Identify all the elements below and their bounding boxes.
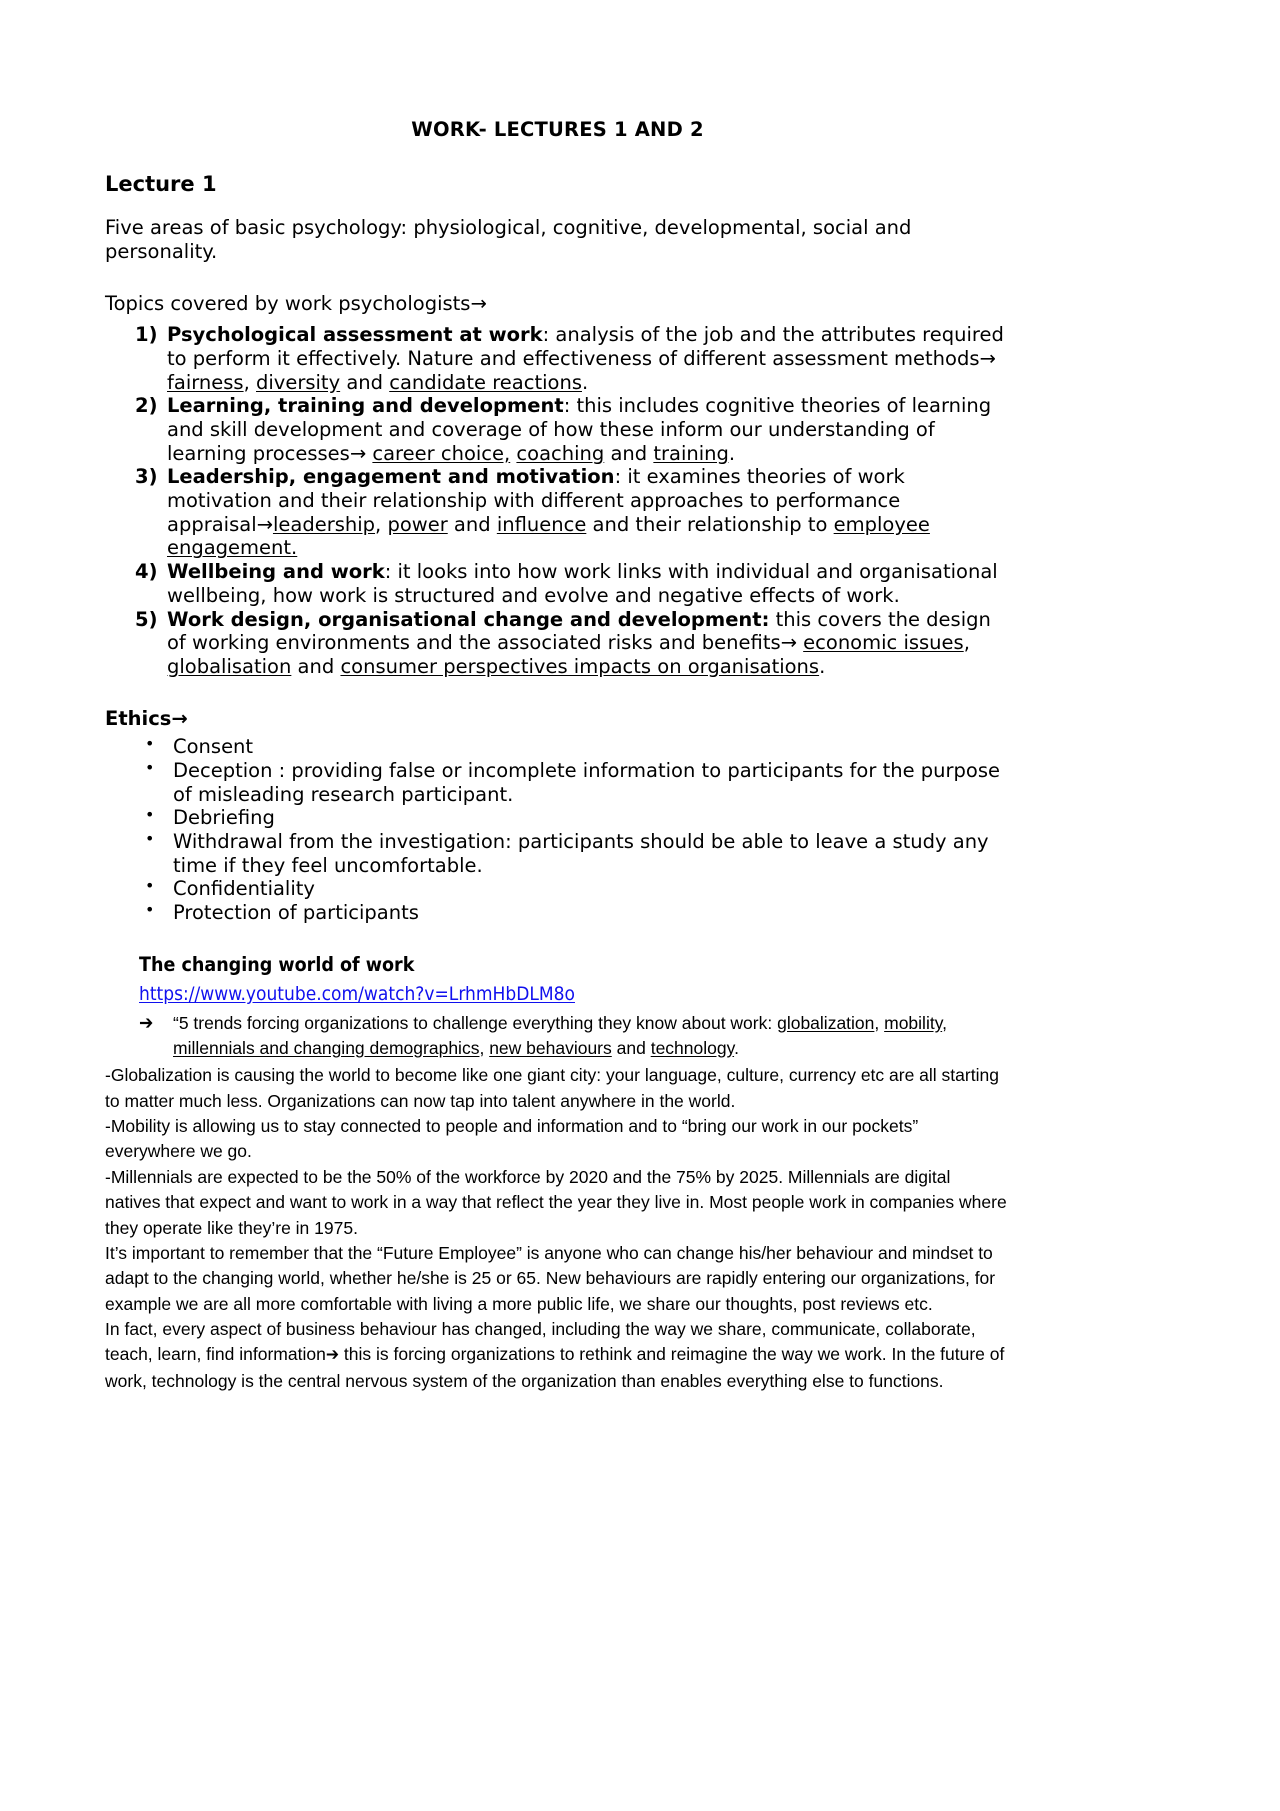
ethics-heading-text: Ethics [105, 706, 172, 730]
topics-lead-paragraph [105, 292, 1010, 316]
topic-body: : analysis of the job and the attributes required to perform it effectively. Nature and effectiveness of different assessment methods [167, 323, 1004, 370]
document-content [105, 118, 1010, 1394]
ethics-item: • Deception : providing false or incomplete information to participants for the purpose of misleading research participant. [173, 759, 1010, 806]
ethics-item: • Debriefing [173, 806, 1010, 830]
spacer [105, 679, 1010, 707]
changing-world-section [105, 951, 1010, 1394]
right-arrow-icon: → [979, 346, 996, 370]
inline-text: and [611, 1037, 651, 1058]
inline-text: , [874, 1012, 885, 1033]
ethics-item: • Protection of participants [173, 901, 1010, 925]
youtube-video-link[interactable]: https://www.youtube.com/watch?v=LrhmHbDLM8o [139, 983, 575, 1006]
inline-text: and [447, 512, 497, 536]
right-arrow-icon: → [780, 631, 797, 655]
underlined-term: leadership [272, 512, 376, 536]
right-arrow-icon: → [349, 441, 367, 465]
final-paragraph [105, 1317, 1010, 1394]
topic-item [167, 394, 1010, 465]
underlined-term: employee engagement. [167, 512, 930, 560]
changing-world-heading: The changing world of work [139, 952, 415, 976]
ethics-item: • Withdrawal from the investigation: participants should be able to leave a study any time if they feel uncomfortable. [173, 830, 1010, 877]
inline-text: , [243, 370, 256, 394]
changing-world-paragraphs [105, 1063, 1010, 1317]
lecture-section [105, 118, 1010, 925]
intro-paragraph: Five areas of basic psychology: physiological, cognitive, developmental, social and personality. [105, 216, 912, 263]
video-link-line [105, 981, 1010, 1009]
topic-title: Work design, organisational change and development: [167, 607, 770, 631]
underlined-term: globalisation [167, 654, 292, 678]
body-paragraph: -Mobility is allowing us to stay connected to people and information and to “bring our work in our pockets” everywhere we go. [105, 1116, 919, 1162]
inline-text: , [963, 631, 970, 655]
right-arrow-icon: → [256, 512, 273, 536]
right-arrow-icon: ➔ [139, 1011, 154, 1034]
ethics-heading [105, 707, 1010, 731]
inline-text: and [291, 654, 341, 678]
topic-item [167, 323, 1010, 394]
body-paragraph: -Millennials are expected to be the 50% of the workforce by 2020 and the 75% by 2025. Millennials are digital natives that expect and want to work in a way that reflect the year they live in. Most people work in companies where they operate like they’re in 1975. [105, 1166, 1007, 1238]
topic-body: this covers the design of working environments and the associated risks and benefits [167, 607, 991, 655]
inline-text: . [581, 370, 589, 394]
topic-item [167, 608, 1010, 679]
underlined-term: consumer perspectives impacts on organisations [340, 654, 820, 678]
inline-text: and their relationship to [586, 512, 834, 536]
ethics-item: • Confidentiality [173, 877, 1010, 901]
underlined-term: diversity [256, 370, 341, 394]
inline-text: In fact, every aspect of business behaviour has changed, including the way we share, communicate, collaborate, teach, learn, find information [105, 1319, 976, 1365]
topics-list [105, 323, 1010, 678]
inline-text: . [728, 441, 736, 465]
topic-body: : it looks into how work links with individual and organisational wellbeing, how work is structured and evolve and negative effects of work. [167, 560, 998, 607]
body-paragraph: -Globalization is causing the world to become like one giant city: your language, culture, currency etc are all starting to matter much less. Organizations can now tap into talent anywhere in the world. [105, 1065, 999, 1111]
trends-quote-item [105, 1011, 1010, 1062]
topic-body: : it examines theories of work motivation and their relationship with different approaches to performance appraisal [167, 465, 905, 536]
topic-item [167, 465, 1010, 560]
right-arrow-icon: → [470, 291, 487, 315]
ethics-list [105, 735, 1010, 925]
inline-text: , [942, 1012, 948, 1033]
inline-text: , [375, 512, 388, 536]
topic-title: Wellbeing and work [167, 560, 385, 584]
underlined-term: technology [650, 1037, 735, 1058]
underlined-term: coaching [516, 441, 605, 465]
underlined-term: influence [496, 512, 587, 536]
page-title: WORK- LECTURES 1 AND 2 [411, 118, 704, 141]
inline-text: “5 trends forcing organizations to challenge everything they know about work: [173, 1012, 778, 1033]
topic-body: : this includes cognitive theories of learning and skill development and coverage of how these inform our understanding of learning processes [167, 394, 992, 465]
spacer [105, 925, 1010, 951]
underlined-term: training [653, 441, 729, 465]
topic-title: Psychological assessment at work [167, 323, 543, 347]
underlined-term: new behaviours [489, 1037, 612, 1058]
underlined-term: globalization [777, 1012, 875, 1033]
topics-lead-text: Topics covered by work psychologists [105, 291, 471, 315]
underlined-term: candidate reactions [389, 370, 582, 394]
lecture-heading: Lecture 1 [105, 171, 217, 196]
underlined-term: economic issues [803, 631, 964, 655]
underlined-term: fairness [167, 370, 244, 394]
right-arrow-icon: ➔ [325, 1345, 340, 1366]
trends-quote-text [173, 1013, 947, 1058]
inline-text: . [819, 654, 826, 678]
inline-text: . [734, 1037, 739, 1058]
underlined-term: power [387, 512, 448, 536]
topic-item [167, 560, 1010, 607]
right-arrow-icon: → [171, 706, 188, 730]
inline-text: this is forcing organizations to rethink and reimagine the way we work. In the future of work, technology is the central nervous system of the organization than enables everything else to functions. [105, 1344, 1005, 1391]
inline-text: and [340, 370, 390, 394]
spacer [105, 272, 1010, 292]
topic-title: Leadership, engagement and motivation [167, 465, 615, 489]
underlined-term: mobility [884, 1012, 943, 1033]
topic-title: Learning, training and development [167, 394, 564, 418]
body-paragraph: It’s important to remember that the “Future Employee” is anyone who can change his/her behaviour and mindset to adapt to the changing world, whether he/she is 25 or 65. New behaviours are rapidly entering our organizations, for example we are all more comfortable with living a more public life, we share our thoughts, post reviews etc. [105, 1242, 996, 1314]
underlined-term: millennials and changing demographics [173, 1037, 480, 1058]
ethics-item: • Consent [173, 735, 1010, 759]
underlined-term: career choice, [372, 441, 511, 465]
inline-text: , [479, 1037, 490, 1058]
inline-text: and [604, 441, 654, 465]
